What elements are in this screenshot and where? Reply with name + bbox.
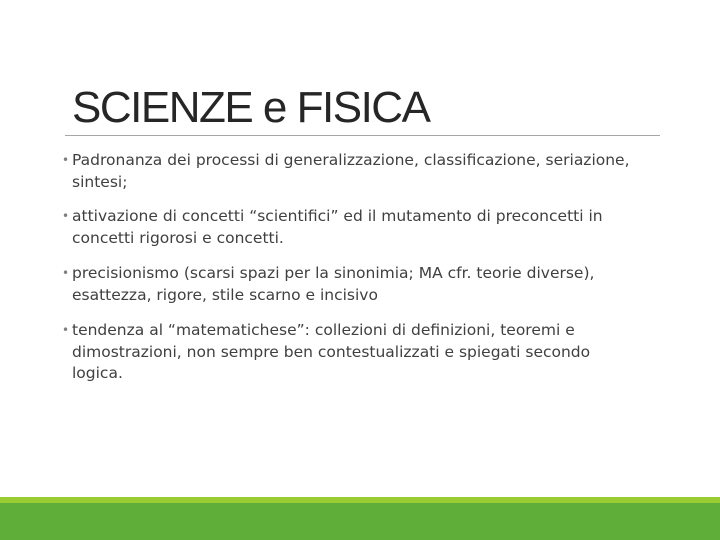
- bullet-icon: •: [62, 266, 70, 280]
- bullet-icon: •: [62, 153, 70, 167]
- bullet-icon: •: [62, 323, 70, 337]
- footer-band: [0, 503, 720, 540]
- bullet-item: [62, 150, 662, 193]
- bullet-text-line: tendenza al “matematichese”: collezioni di definizioni, teoremi e: [72, 321, 575, 339]
- bullet-text-line: logica.: [72, 364, 123, 382]
- slide-title: SCIENZE e FISICA: [72, 83, 430, 132]
- bullet-text-line: sintesi;: [72, 172, 128, 191]
- bullet-item: [62, 263, 662, 306]
- title-divider: [65, 135, 660, 136]
- bullet-text-line: attivazione di concetti “scientifici” ed il mutamento di preconcetti in: [72, 207, 603, 225]
- bullet-item: [62, 206, 662, 249]
- bullet-text-line: concetti rigorosi e concetti.: [72, 228, 284, 247]
- bullet-item: [62, 320, 662, 385]
- bullet-text-line: dimostrazioni, non sempre ben contestualizzati e spiegati secondo: [72, 342, 591, 361]
- bullet-text-line: esattezza, rigore, stile scarno e incisivo: [72, 285, 378, 304]
- bullet-text-line: Padronanza dei processi di generalizzazione, classificazione, seriazione,: [72, 151, 630, 169]
- bullet-text-line: precisionismo (scarsi spazi per la sinonimia; MA cfr. teorie diverse),: [72, 264, 595, 282]
- bullet-icon: •: [62, 209, 70, 223]
- bullet-list: [62, 150, 662, 385]
